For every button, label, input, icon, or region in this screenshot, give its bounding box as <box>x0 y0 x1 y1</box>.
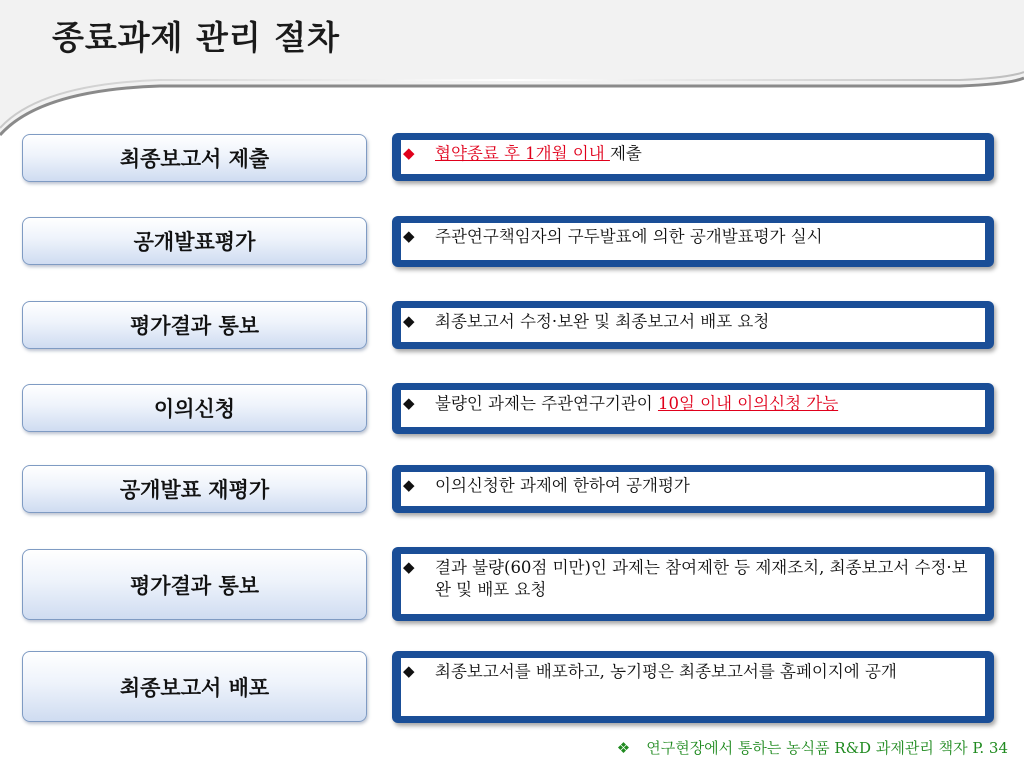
step-description <box>401 658 985 716</box>
step-description-box <box>392 383 994 434</box>
description-segment: 불량인 과제는 주관연구기관이 <box>435 394 658 413</box>
description-segment: 최종보고서 수정·보완 및 최종보고서 배포 요청 <box>435 312 770 331</box>
description-segment: 이의신청한 과제에 한하여 공개평가 <box>435 476 690 495</box>
step-description-box <box>392 465 994 513</box>
step-description-box <box>392 301 994 349</box>
diamond-bullet-icon: ◆ <box>403 662 415 680</box>
step-description <box>401 140 985 174</box>
diamond-bullet-icon: ◆ <box>403 144 415 162</box>
step-description <box>401 390 985 427</box>
description-segment: 최종보고서를 배포하고, 농기평은 최종보고서를 홈페이지에 공개 <box>435 662 897 681</box>
step-description-text <box>421 226 975 248</box>
step-description-text <box>421 393 975 415</box>
step-description <box>401 223 985 260</box>
step-description <box>401 554 985 614</box>
step-button: 평가결과 통보 <box>22 301 367 349</box>
diamond-bullet-icon: ◆ <box>403 227 415 245</box>
footer <box>617 737 1008 758</box>
step-button: 공개발표 재평가 <box>22 465 367 513</box>
step-button: 평가결과 통보 <box>22 549 367 620</box>
step-description-box <box>392 547 994 621</box>
description-segment: 제출 <box>609 144 642 163</box>
step-description-text <box>421 143 975 165</box>
description-segment: 결과 불량(60점 미만)인 과제는 참여제한 등 제재조치, 최종보고서 수정·보완 및 배포 요청 <box>435 558 968 599</box>
step-description-text <box>421 311 975 333</box>
description-segment: 주관연구책임자의 구두발표에 의한 공개발표평가 실시 <box>435 227 823 246</box>
step-description-box <box>392 133 994 181</box>
diamond-bullet-icon: ◆ <box>403 394 415 412</box>
diamond-bullet-icon: ◆ <box>403 312 415 330</box>
step-description-box <box>392 651 994 723</box>
step-button: 최종보고서 제출 <box>22 134 367 182</box>
step-description <box>401 308 985 342</box>
step-button: 이의신청 <box>22 384 367 432</box>
step-description-box <box>392 216 994 267</box>
page-title: 종료과제 관리 절차 <box>52 18 341 57</box>
highlighted-text: 협약종료 후 1개월 이내 <box>435 144 610 163</box>
step-description-text <box>421 475 975 497</box>
diamond-bullet-icon: ◆ <box>403 558 415 576</box>
step-description-text <box>421 557 975 601</box>
footer-text: 연구현장에서 통하는 농식품 R&D 과제관리 책자 P. 34 <box>646 739 1008 757</box>
step-description <box>401 472 985 506</box>
highlighted-text: 10일 이내 이의신청 가능 <box>657 394 839 413</box>
diamond-bullet-icon: ◆ <box>403 476 415 494</box>
footer-bullet-icon: ❖ <box>616 739 631 757</box>
step-button: 최종보고서 배포 <box>22 651 367 722</box>
step-button: 공개발표평가 <box>22 217 367 265</box>
step-description-text <box>421 661 975 683</box>
